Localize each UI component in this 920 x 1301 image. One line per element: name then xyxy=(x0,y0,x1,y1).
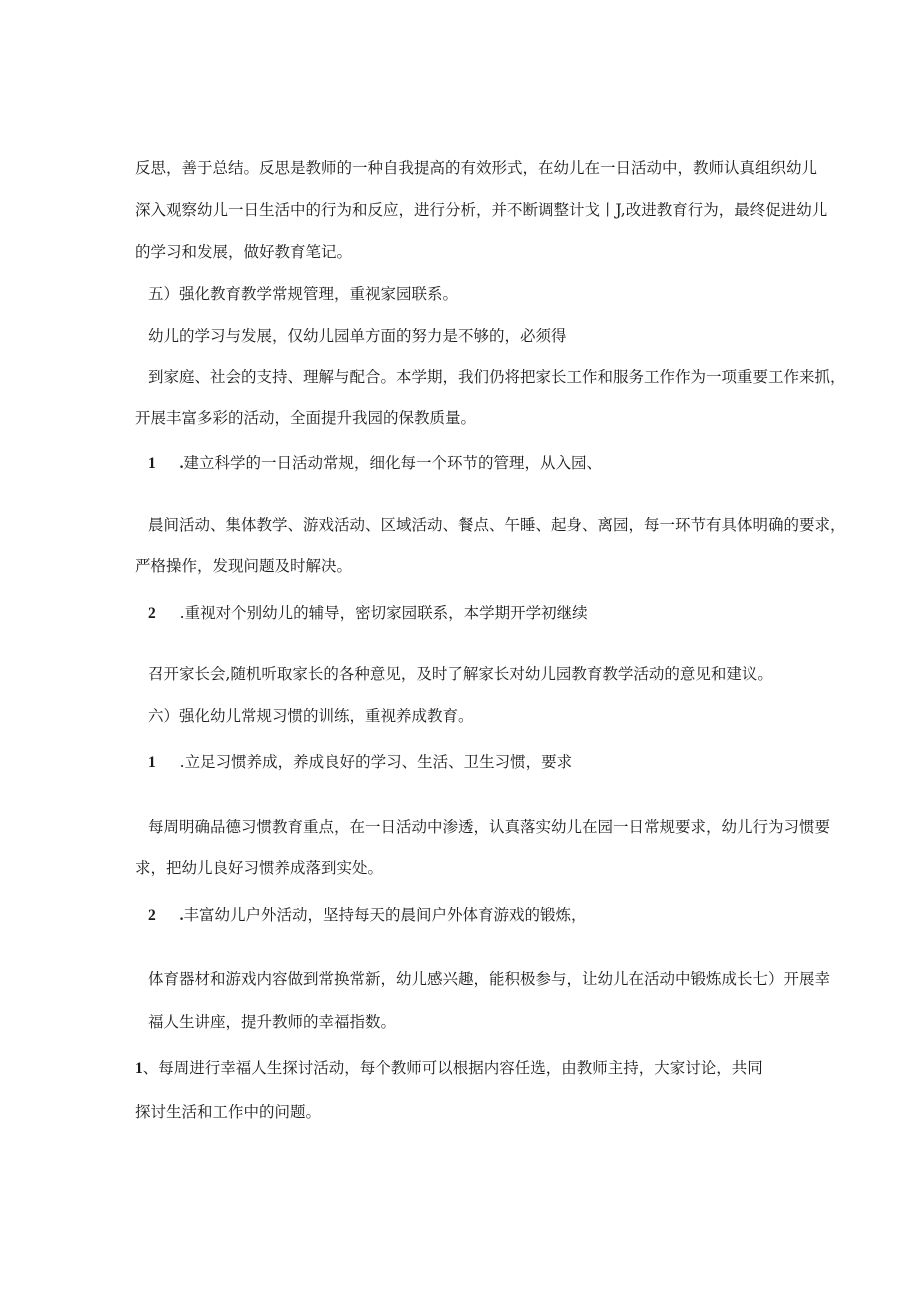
paragraph-line: 深入观察幼儿一日生活中的行为和反应，进行分析，并不断调整计戈丨J,改进教育行为，最终促进幼儿 xyxy=(135,201,828,219)
section-heading-6: 六）强化幼儿常规习惯的训练，重视养成教育。 xyxy=(148,707,474,725)
paragraph-line: 到家庭、社会的支持、理解与配合。本学期，我们仍将把家长工作和服务工作作为一项重要工作来抓， xyxy=(148,368,846,386)
paragraph-line: 求，把幼儿良好习惯养成落到实处。 xyxy=(135,859,384,877)
item-separator: . xyxy=(179,455,184,472)
item-number: 1 xyxy=(148,455,156,472)
item-separator: . xyxy=(179,907,184,924)
paragraph-line: 每周明确品德习惯教育重点，在一日活动中渗透，认真落实幼儿在园一日常规要求，幼儿行为习惯要 xyxy=(148,818,831,836)
item-number: 2 xyxy=(148,907,156,924)
item-text: 立足习惯养成，养成良好的学习、生活、卫生习惯，要求 xyxy=(184,753,573,771)
item-text: 、每周进行幸福人生探讨活动，每个教师可以根据内容任选，由教师主持，大家讨论，共同 xyxy=(142,1059,763,1077)
item-separator: . xyxy=(179,604,185,622)
section-heading-5: 五）强化教育教学常规管理，重视家园联系。 xyxy=(148,285,459,303)
paragraph-line: 反思，善于总结。反思是教师的一种自我提高的有效形式，在幼儿在一日活动中，教师认真组织幼儿 xyxy=(135,159,818,177)
paragraph-line: 召开家长会,随机听取家长的各种意见，及时了解家长对幼儿园教育教学活动的意见和建议。 xyxy=(148,665,773,683)
item-number: 1 xyxy=(135,1060,143,1077)
list-item-1 xyxy=(135,1058,763,1079)
item-text: 丰富幼儿户外活动，坚持每天的晨间户外体育游戏的锻炼， xyxy=(183,906,587,924)
item-number: 2 xyxy=(148,605,156,622)
list-item-2 xyxy=(148,905,587,926)
list-item-1 xyxy=(148,453,602,474)
paragraph-line: 体育器材和游戏内容做到常换常新，幼儿感兴趣，能积极参与，让幼儿在活动中锻炼成长七）开展幸 xyxy=(148,970,831,988)
paragraph-line: 开展丰富多彩的活动，全面提升我园的保教质量。 xyxy=(135,409,477,427)
paragraph-line: 的学习和发展，做好教育笔记。 xyxy=(135,243,353,261)
list-item-1 xyxy=(148,752,572,773)
item-text: 建立科学的一日活动常规，细化每一个环节的管理，从入园、 xyxy=(183,454,603,472)
paragraph-line: 探讨生活和工作中的问题。 xyxy=(135,1103,322,1121)
paragraph-line: 严格操作，发现问题及时解决。 xyxy=(135,557,353,575)
list-item-2 xyxy=(148,603,588,624)
paragraph-line: 晨间活动、集体教学、游戏活动、区域活动、餐点、午睡、起身、离园，每一环节有具体明确的要求， xyxy=(148,516,846,534)
item-text: 重视对个别幼儿的辅导，密切家园联系，本学期开学初继续 xyxy=(184,604,588,622)
item-separator: . xyxy=(179,753,185,771)
item-number: 1 xyxy=(148,754,156,771)
paragraph-line: 幼儿的学习与发展，仅幼儿园单方面的努力是不够的，必须得 xyxy=(148,327,567,345)
paragraph-line: 福人生讲座，提升教师的幸福指数。 xyxy=(148,1013,397,1031)
